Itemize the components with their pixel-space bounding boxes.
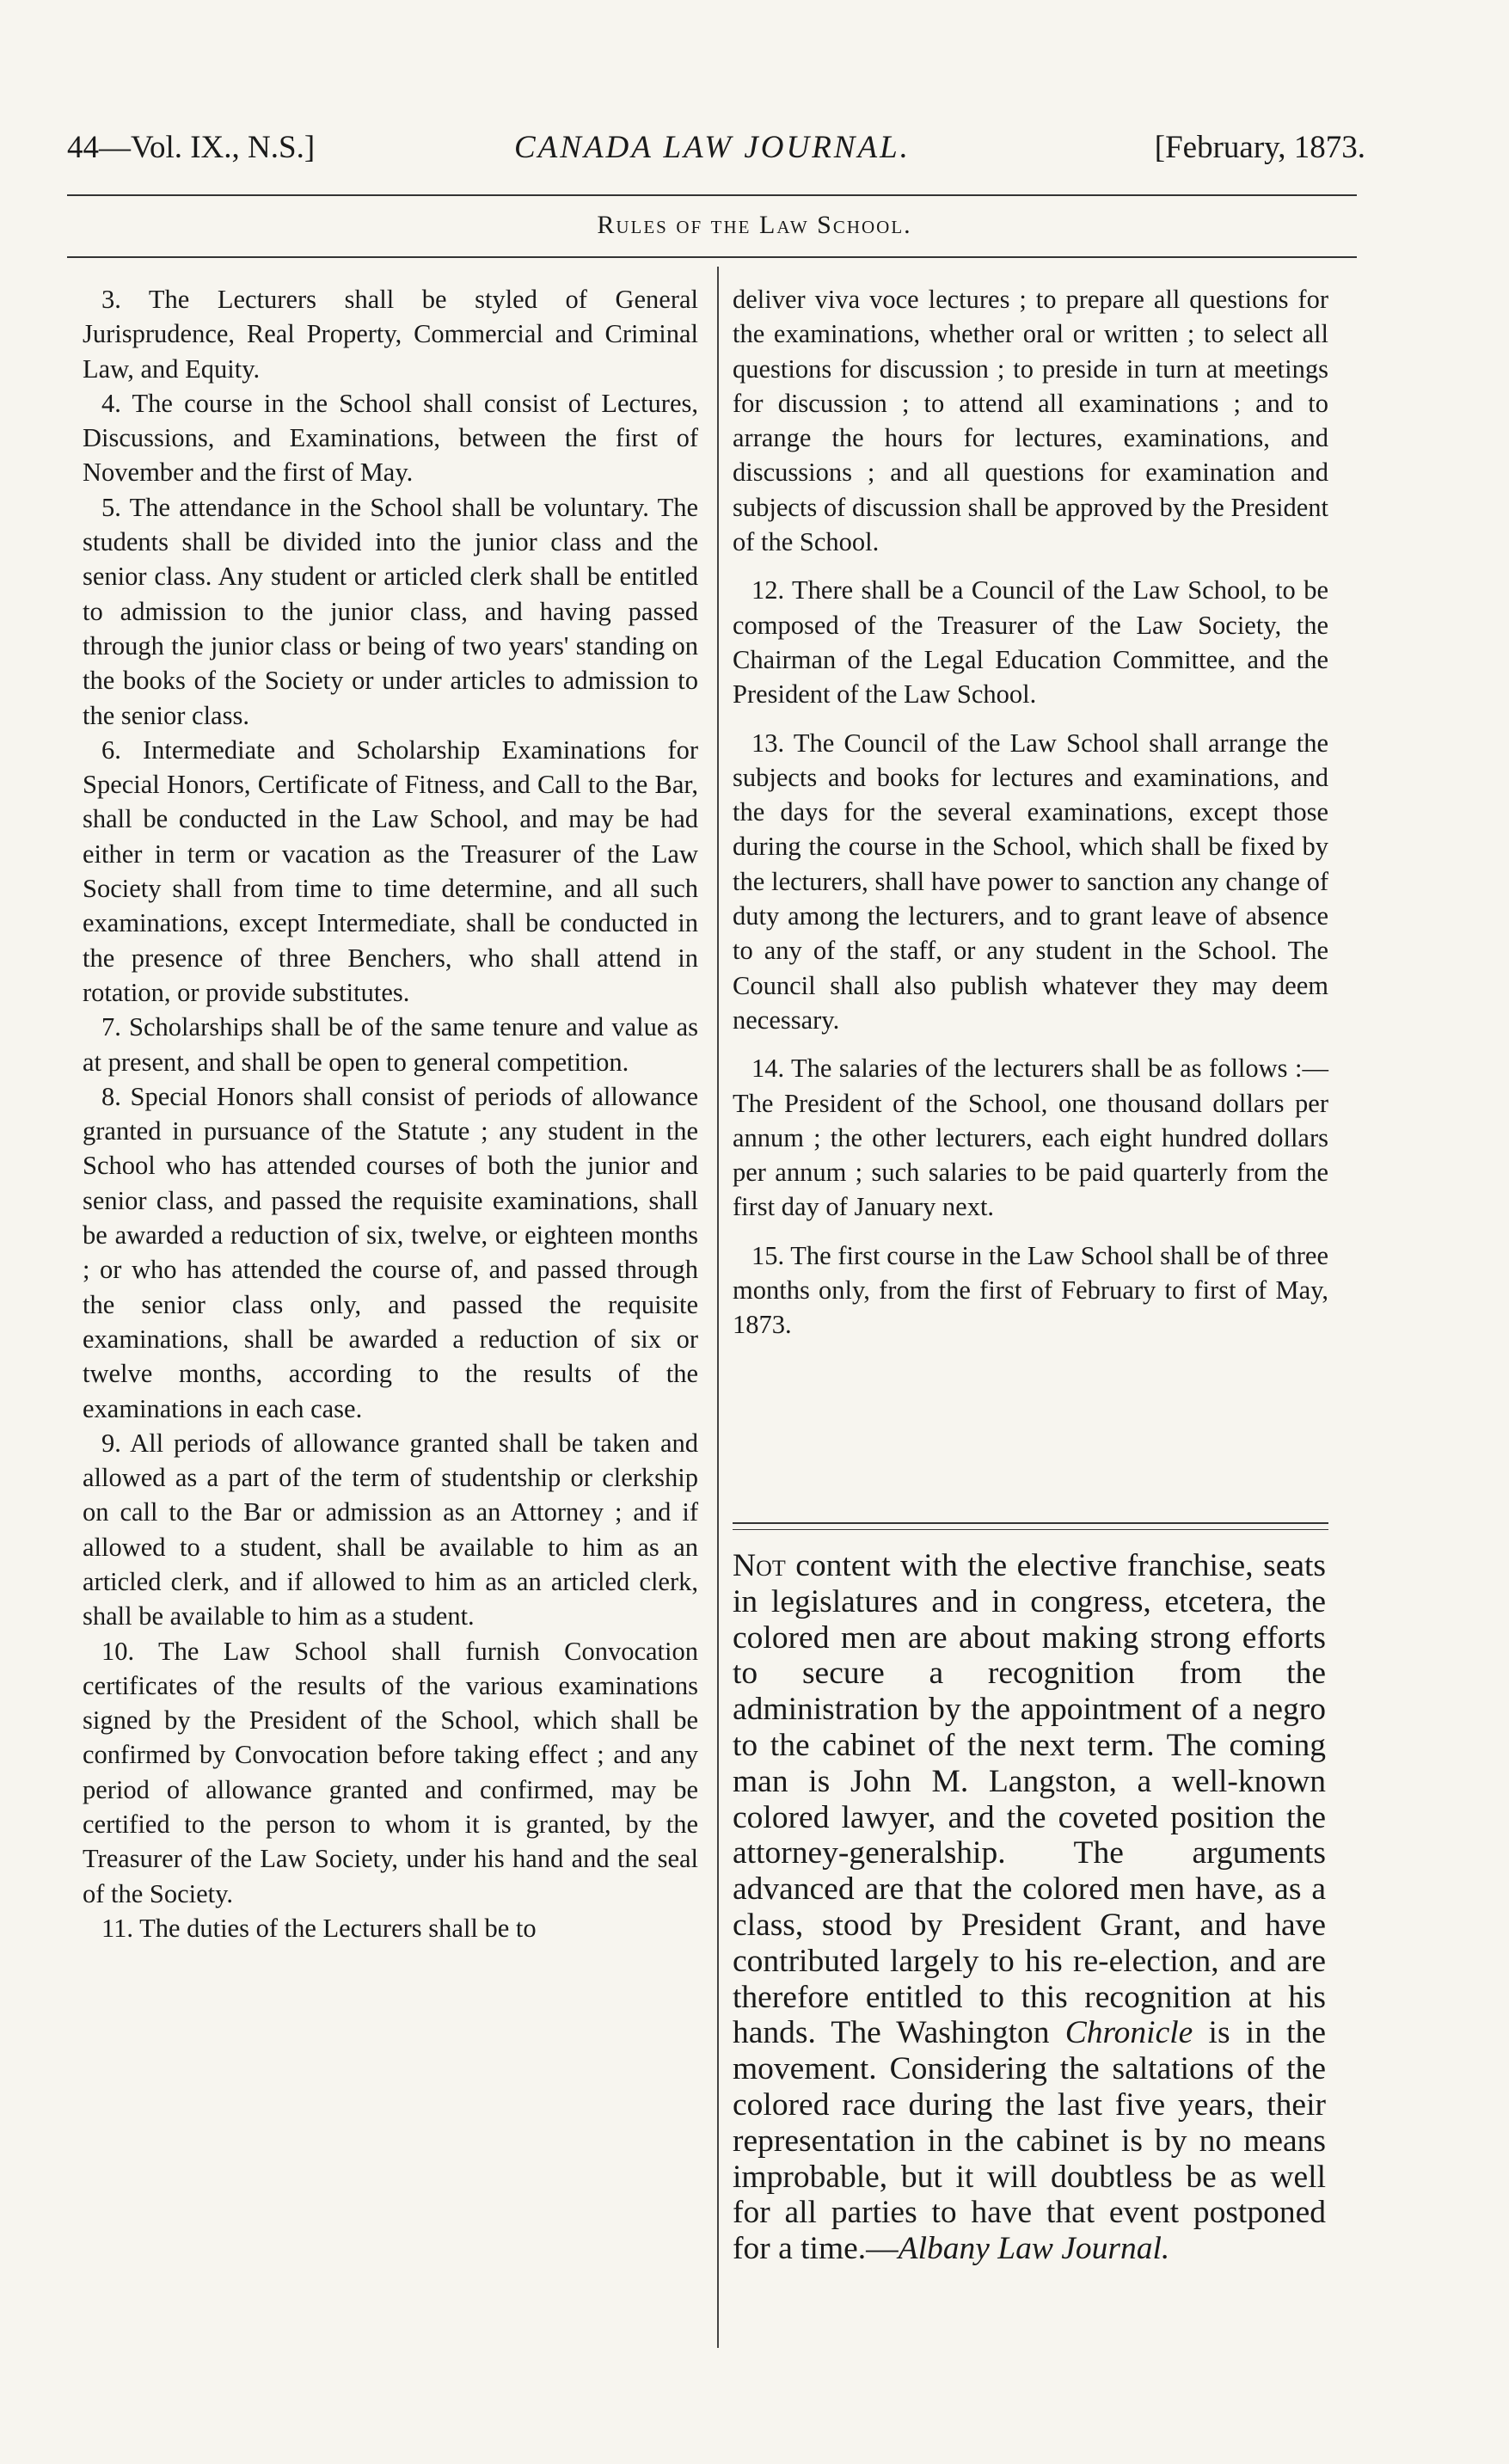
rule-paragraph: 4. The course in the School shall consist of Lectures, Discussions, and Examinations, between the first of November and the first of May.: [83, 388, 698, 488]
article-text: [733, 1548, 1326, 2267]
rule-paragraph: 14. The salaries of the lecturers shall be as follows :—The President of the School, one thousand dollars per annum ; the other lecturers, each eight hundred dollars per annum ; such salaries to be paid quarterly from the first day of January next.: [733, 1054, 1328, 1222]
rule-paragraph: 7. Scholarships shall be of the same tenure and value as at present, and shall be open to general competition.: [83, 1012, 698, 1077]
section-rule: [67, 256, 1357, 258]
article-separator-rule-thin: [733, 1529, 1328, 1530]
issue-date: [February, 1873.: [1154, 130, 1365, 165]
rule-paragraph: 6. Intermediate and Scholarship Examinations for Special Honors, Certificate of Fitness, and Call to the Bar, shall be conducted in the Law School, and may be had either in term or vacation as the Treasurer of the Law Society shall from time to time determine, and all such examinations, except Intermediate, shall be conducted in the presence of three Benchers, who shall attend in rotation, or provide substitutes.: [83, 734, 698, 1007]
rule-paragraph: 10. The Law School shall furnish Convocation certificates of the results of the various examinations signed by the President of the School, which shall be confirmed by Convocation before taking effect ; and any period of allowance granted and confirmed, may be certified to the person to whom it is granted, by the Treasurer of the Law Society, under his hand and the seal of the Society.: [83, 1636, 698, 1908]
news-article: [733, 1548, 1326, 2267]
rule-paragraph: 11. The duties of the Lecturers shall be to: [101, 1913, 537, 1943]
article-source: Albany Law Journal.: [898, 2231, 1170, 2267]
left-column: [83, 282, 698, 1945]
rule-paragraph: 12. There shall be a Council of the Law School, to be composed of the Treasurer of the Law Society, the Chairman of the Legal Education Committee, and the President of the Law School.: [733, 575, 1328, 710]
section-title: Rules of the Law School.: [597, 211, 912, 239]
volume-number: 44—Vol. IX., N.S.]: [67, 130, 316, 165]
column-divider: [717, 267, 719, 2348]
article-body-continued: is in the movement. Considering the saltations of the colored race during the last five years, their representation in the cabinet is by no means improbable, but it will doubtless be as well for all parties to have that event postponed for a time.—: [733, 2015, 1326, 2267]
rule-paragraph: 3. The Lecturers shall be styled of General Jurisprudence, Real Property, Commercial and Criminal Law, and Equity.: [83, 285, 698, 384]
article-body: content with the elective franchise, seats in legislatures and in congress, etcetera, the colored men are about making strong efforts to secure a recognition from the administration by the appointment of a negro to the cabinet of the next term. The coming man is John M. Langston, a well-known colored lawyer, and the coveted position the attorney-generalship. The arguments advanced are that the colored men have, as a class, stood by President Grant, and have contributed largely to his re-election, and are therefore entitled to this recognition at his hands. The Washington: [733, 1548, 1326, 2051]
rule-paragraph: 5. The attendance in the School shall be voluntary. The students shall be divided into the junior class and the senior class. Any student or articled clerk shall be entitled to admission to the junior class, and having passed through the junior class or being of two years' standing on the books of the Society or under articles to admission to the senior class.: [83, 492, 698, 730]
rule-paragraph: 15. The first course in the Law School shall be of three months only, from the first of February to first of May, 1873.: [733, 1240, 1328, 1340]
journal-title: CANADA LAW JOURNAL.: [514, 130, 911, 165]
header-rule: [67, 194, 1357, 196]
newspaper-name: Chronicle: [1064, 2015, 1193, 2051]
article-lead-word: Not: [733, 1548, 786, 1583]
rule-paragraph: 13. The Council of the Law School shall arrange the subjects and books for lectures and examinations, and the days for the several examinations, except those during the course in the School, which shall be fixed by the lecturers, shall have power to sanction any change of duty among the lecturers, and to grant leave of absence to any of the staff, or any student in the School. The Council shall also publish whatever they may deem necessary.: [733, 728, 1328, 1035]
rule-paragraph: 9. All periods of allowance granted shall be taken and allowed as a part of the term of studentship or clerkship on call to the Bar or admission as an Attorney ; and if allowed to a student, shall be available to him as an articled clerk, and if allowed to him as an articled clerk, shall be available to him as a student.: [83, 1428, 698, 1631]
running-head: [67, 129, 1365, 189]
rule-paragraph: deliver viva voce lectures ; to prepare all questions for the examinations, whether oral or written ; to select all questions for discussion ; to preside in turn at meetings for discussion ; to attend all examinations ; and to arrange the hours for lectures, examinations, and discussions ; and all questions for examination and subjects of discussion shall be approved by the President of the School.: [733, 285, 1328, 557]
article-separator-rule: [733, 1522, 1328, 1524]
right-column: [733, 282, 1328, 1343]
rule-paragraph: 8. Special Honors shall consist of periods of allowance granted in pursuance of the Statute ; any student in the School who has attended courses of both the junior and senior class, and passed the requisite examinations, shall be awarded a reduction of six, twelve, or eighteen months ; or who has attended the course of, and passed through the senior class only, and passed the requisite examinations, shall be awarded a reduction of six or twelve months, according to the results of the examinations in each case.: [83, 1081, 698, 1423]
